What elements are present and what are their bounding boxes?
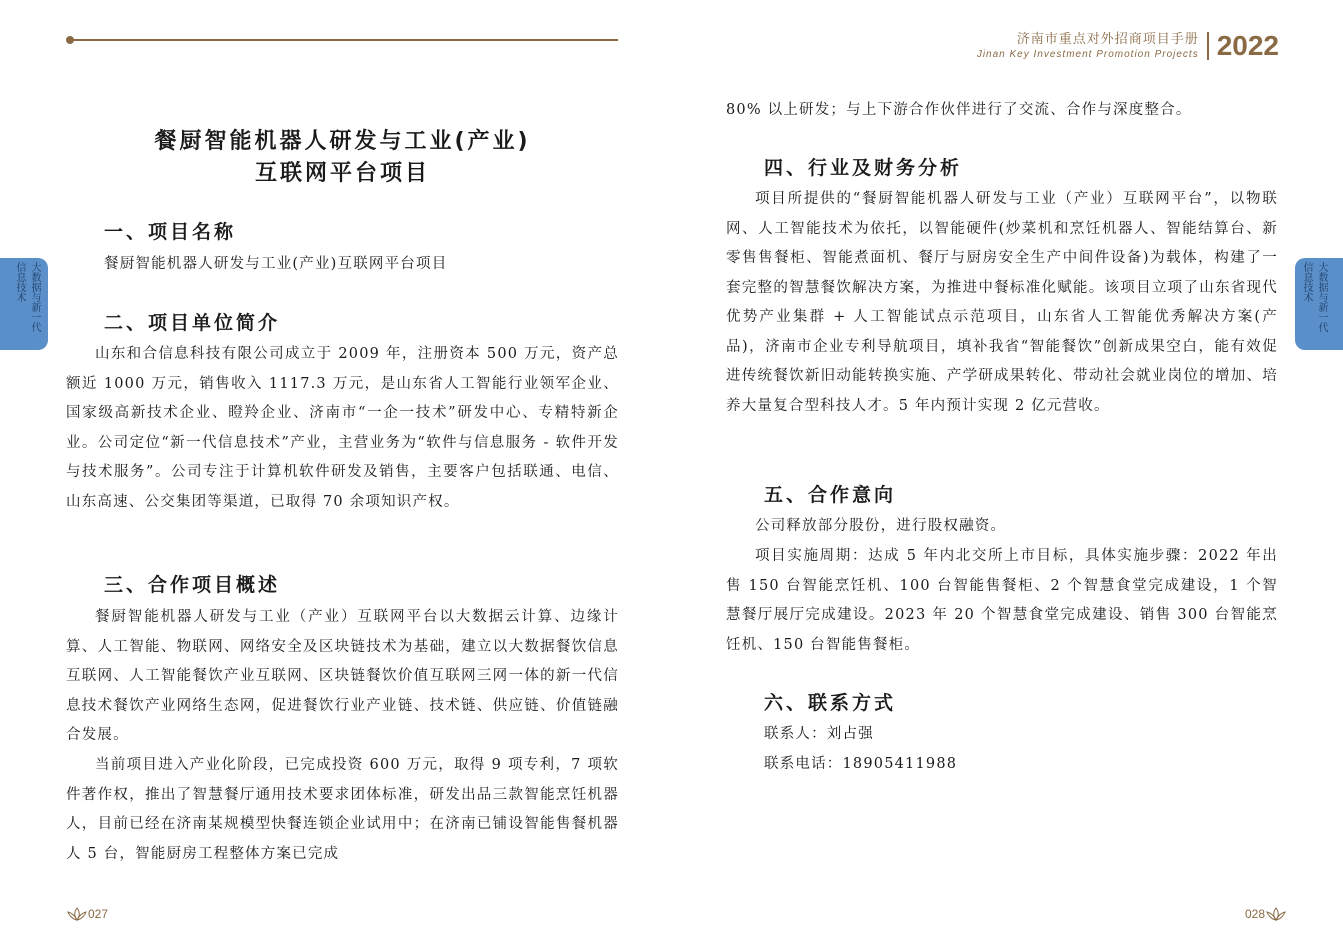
lotus-icon [1265,907,1287,921]
header-title-en: Jinan Key Investment Promotion Projects [976,49,1199,60]
page-number-right [1245,907,1287,921]
section6-heading: 六、联系方式 [764,692,897,714]
side-tab-line1: 大数据与新一代 [1316,262,1327,332]
page-number-text: 027 [88,907,109,921]
lotus-icon [66,907,88,921]
side-tab-line2: 信息技术 [14,262,25,302]
section3-heading: 三、合作项目概述 [104,574,281,596]
running-header [977,30,1279,62]
header-year: 2022 [1216,30,1279,61]
page-number-text: 028 [1244,907,1265,921]
section1-text: 餐厨智能机器人研发与工业(产业)互联网平台项目 [104,256,448,272]
page-number-left [66,907,108,921]
header-divider [1207,32,1209,60]
section3-text1: 餐厨智能机器人研发与工业（产业）互联网平台以大数据云计算、边缘计算、人工智能、物联网、网络安全及区块链技术为基础，建立以大数据餐饮信息互联网、人工智能餐饮产业互联网、区块链餐饮价值互联网三网一体的新一代信息技术餐饮产业网络生态网，促进餐饮行业产业链、技术链、供应链、价值链融合发展。 [66,609,619,743]
section2-text: 山东和合信息科技有限公司成立于 2009 年，注册资本 500 万元，资产总额近 1000 万元，销售收入 1117.3 万元，是山东省人工智能行业领军企业、国家级高新技术企业、瞪羚企业、济南市“一企一技术”研发中心、专精特新企业。公司定位“新一代信息技术”产业，主营业务为“软件与信息服务 - 软件开发与技术服务”。公司专注于计算机软件研发及销售，主要客户包括联通、电信、山东高速、公交集团等渠道，已取得 70 余项知识产权。 [66,346,619,510]
section1-heading: 一、项目名称 [104,221,237,243]
section3-text2: 当前项目进入产业化阶段，已完成投资 600 万元，取得 9 项专利，7 项软件著作权，推出了智慧餐厅通用技术要求团体标准，研发出品三款智能烹饪机器人，目前已经在济南某规模型快餐连锁企业试用中；在济南已铺设智能售餐机器人 5 台，智能厨房工程整体方案已完成 [66,757,619,862]
section5-text2: 项目实施周期：达成 5 年内北交所上市目标，具体实施步骤：2022 年出售 150 台智能烹饪机、100 台智能售餐柜、2 个智慧食堂完成建设，1 个智慧餐厅展厅完成建设。2023 年 20 个智慧食堂完成建设、销售 300 台智能烹饪机、150 台智能售餐柜。 [726,548,1278,653]
right-page [672,0,1343,939]
section5-heading: 五、合作意向 [764,484,897,506]
section2-heading: 二、项目单位简介 [104,312,281,334]
left-page [0,0,671,939]
contact-phone: 联系电话：18905411988 [764,756,958,772]
doc-title-line2: 互联网平台项目 [254,161,430,186]
contact-person: 联系人：刘占强 [764,726,874,742]
header-title-cn: 济南市重点对外招商项目手册 [1016,32,1199,47]
side-tab-line2: 信息技术 [1301,262,1312,302]
header-rule [68,39,618,41]
side-tab-line1: 大数据与新一代 [29,262,40,332]
section4-heading: 四、行业及财务分析 [764,157,963,179]
side-tab-left [0,258,48,350]
section3-continued: 80% 以上研发；与上下游合作伙伴进行了交流、合作与深度整合。 [726,102,1192,118]
section4-text: 项目所提供的“餐厨智能机器人研发与工业（产业）互联网平台”，以物联网、人工智能技术为依托，以智能硬件(炒菜机和烹饪机器人、智能结算台、新零售售餐柜、智能煮面机、餐厅与厨房安全生产中间件设备)为载体，构建了一套完整的智慧餐饮解决方案，为推进中餐标准化赋能。该项目立项了山东省现代优势产业集群 + 人工智能试点示范项目，山东省人工智能优秀解决方案(产品)，济南市企业专利导航项目，填补我省“智能餐饮”创新成果空白，能有效促进传统餐饮新旧动能转换实施、产学研成果转化、带动社会就业岗位的增加、培养大量复合型科技人才。5 年内预计实现 2 亿元营收。 [726,191,1278,414]
section5-text1: 公司释放部分股份，进行股权融资。 [755,518,1007,534]
doc-title-line1: 餐厨智能机器人研发与工业(产业) [154,129,531,154]
side-tab-right [1295,258,1343,350]
